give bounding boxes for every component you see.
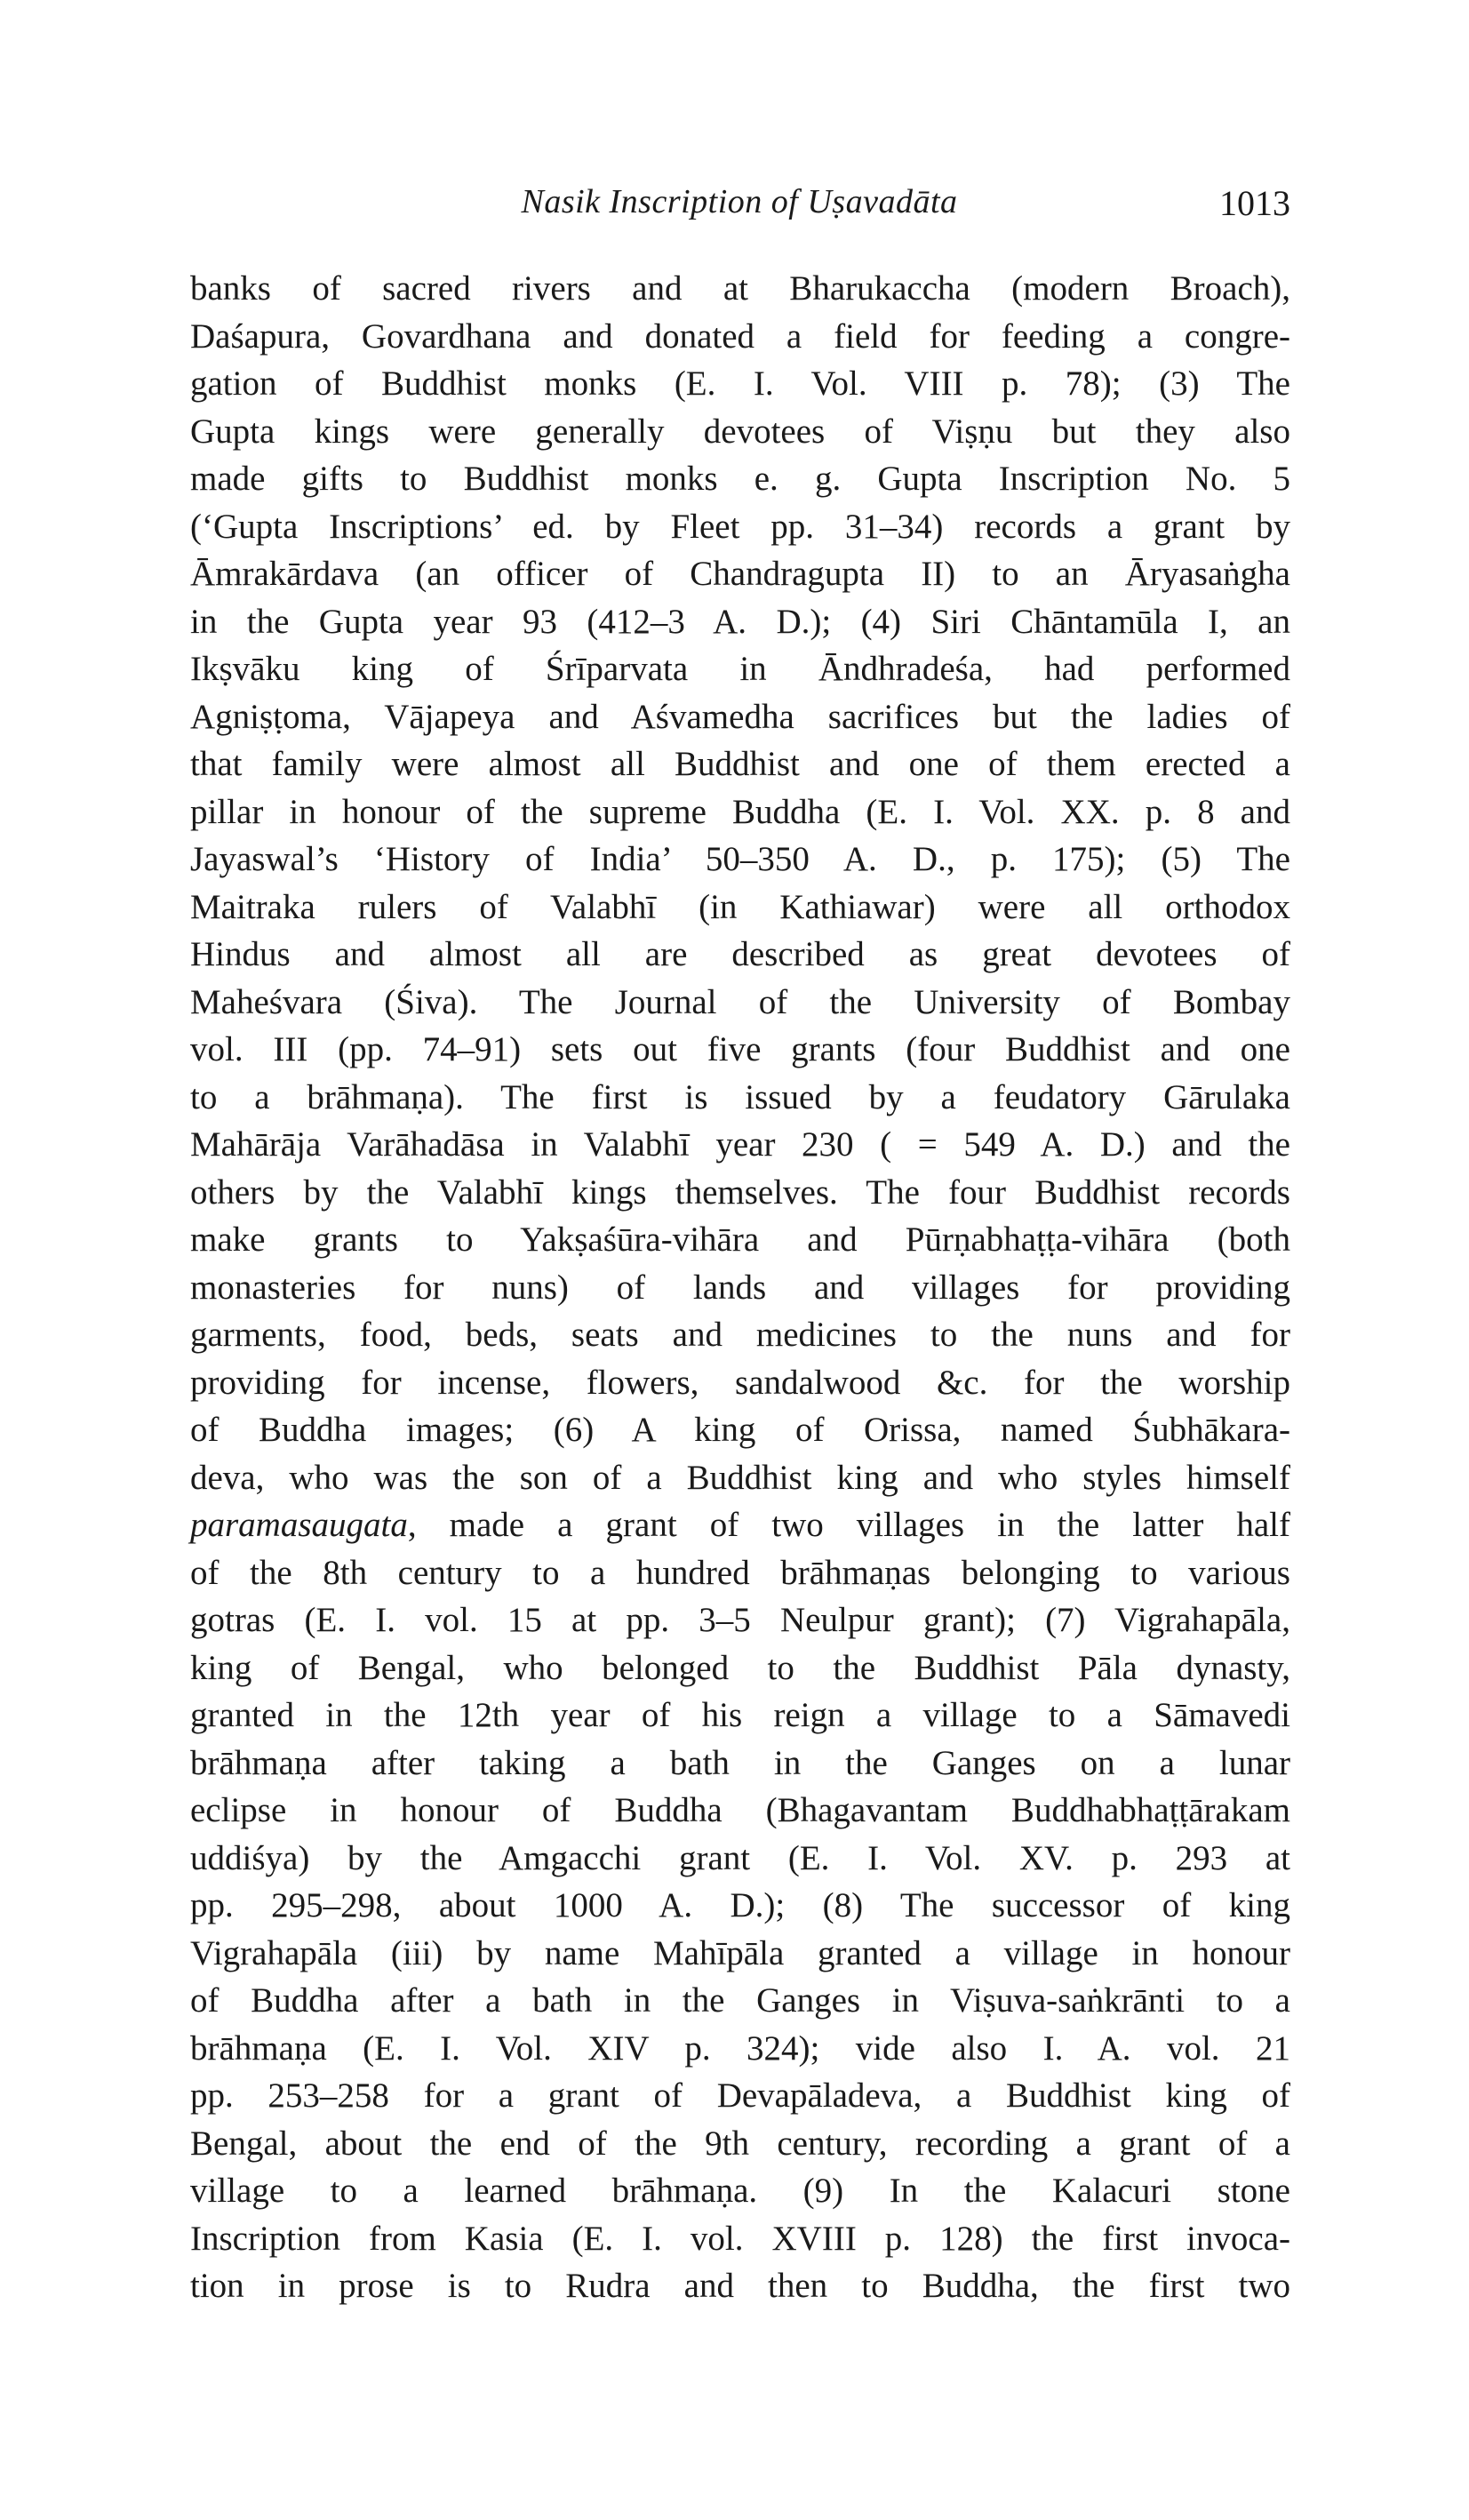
page-number: 1013 [1219, 183, 1290, 223]
text-line: Jayaswal’s ‘History of India’ 50–350 A. D., p. 175); (5) The [190, 840, 1290, 878]
text-line: others by the Valabhī kings themselves. The four Buddhist records [190, 1172, 1290, 1212]
text-line: uddiśya) by the Amgacchi grant (E. I. Vol. XV. p. 293 at [190, 1838, 1290, 1877]
text-line: Mahārāja Varāhadāsa in Valabhī year 230 ( = 549 A. D.) and the [190, 1125, 1290, 1164]
text-line: that family were almost all Buddhist and one of them erected a [190, 745, 1290, 783]
text-line: Āmrakārdava (an officer of Chandragupta II) to an Āryasaṅgha [190, 555, 1290, 593]
italic-term: paramasaugata [190, 1506, 408, 1544]
text-line: to a brāhmaṇa). The first is issued by a feudatory Gārulaka [190, 1077, 1290, 1116]
text-line: vol. III (pp. 74–91) sets out five grants (four Buddhist and one [190, 1030, 1290, 1068]
text-line: made gifts to Buddhist monks e. g. Gupta Inscription No. 5 [190, 460, 1290, 498]
text-line: of Buddha after a bath in the Ganges in Viṣuva-saṅkrānti to a [190, 1981, 1290, 2020]
text-line: make grants to Yakṣaśūra-vihāra and Pūrṇabhaṭṭa-vihāra (both [190, 1220, 1290, 1259]
text-line: brāhmaṇa (E. I. Vol. XIV p. 324); vide also I. A. vol. 21 [190, 2028, 1290, 2068]
text-line: (‘Gupta Inscriptions’ ed. by Fleet pp. 31–34) records a grant by [190, 507, 1290, 546]
text-line: deva, who was the son of a Buddhist king and who styles himself [190, 1458, 1290, 1497]
body-text [190, 265, 1290, 2310]
text-line: Agniṣṭoma, Vājapeya and Aśvamedha sacrifices but the ladies of [190, 697, 1290, 736]
italic-line-rest: , made a grant of two villages in the latter half [407, 1506, 1290, 1544]
text-line: of the 8th century to a hundred brāhmaṇas belonging to various [190, 1553, 1290, 1592]
text-line: Ikṣvāku king of Śrīparvata in Āndhradeśa, had performed [190, 650, 1290, 688]
text-line: eclipse in honour of Buddha (Bhagavantam Buddhabhaṭṭārakam [190, 1791, 1290, 1829]
text-line: Maheśvara (Śiva). The Journal of the University of Bombay [190, 982, 1290, 1021]
text-line: Hindus and almost all are described as great devotees of [190, 935, 1290, 973]
text-line: pp. 295–298, about 1000 A. D.); (8) The successor of king [190, 1886, 1290, 1924]
text-line: Vigrahapāla (iii) by name Mahīpāla granted a village in honour [190, 1933, 1290, 1972]
text-line: king of Bengal, who belonged to the Buddhist Pāla dynasty, [190, 1648, 1290, 1687]
text-line-with-italic [190, 1501, 1290, 1549]
running-title: Nasik Inscription of Uṣavadāta [521, 183, 958, 220]
text-line: in the Gupta year 93 (412–3 A. D.); (4) Siri Chāntamūla I, an [190, 602, 1290, 641]
text-line: brāhmaṇa after taking a bath in the Ganges on a lunar [190, 1743, 1290, 1782]
text-line: providing for incense, flowers, sandalwood &c. for the worship [190, 1363, 1290, 1402]
text-line: pillar in honour of the supreme Buddha (E. I. Vol. XX. p. 8 and [190, 792, 1290, 831]
text-line: gotras (E. I. vol. 15 at pp. 3–5 Neulpur grant); (7) Vigrahapāla, [190, 1601, 1290, 1639]
text-line: Gupta kings were generally devotees of Viṣṇu but they also [190, 412, 1290, 451]
text-line: Bengal, about the end of the 9th century, recording a grant of a [190, 2124, 1290, 2163]
running-head [188, 182, 1290, 236]
text-line: of Buddha images; (6) A king of Orissa, named Śubhākara- [190, 1411, 1290, 1449]
text-line: village to a learned brāhmaṇa. (9) In the Kalacuri stone [190, 2172, 1290, 2210]
text-line: pp. 253–258 for a grant of Devapāladeva, a Buddhist king of [190, 2076, 1290, 2115]
text-line: banks of sacred rivers and at Bharukaccha (modern Broach), [190, 269, 1290, 308]
text-line: granted in the 12th year of his reign a village to a Sāmavedi [190, 1696, 1290, 1734]
text-line: Daśapura, Govardhana and donated a field for feeding a congre- [190, 316, 1290, 356]
text-line: monasteries for nuns) of lands and villages for providing [190, 1268, 1290, 1307]
text-line: tion in prose is to Rudra and then to Buddha, the first two [190, 2267, 1290, 2305]
text-line: Maitraka rulers of Valabhī (in Kathiawar) were all orthodox [190, 887, 1290, 926]
text-line: gation of Buddhist monks (E. I. Vol. VIII p. 78); (3) The [190, 364, 1290, 403]
text-line: garments, food, beds, seats and medicines to the nuns and for [190, 1316, 1290, 1354]
text-line: Inscription from Kasia (E. I. vol. XVIII p. 128) the first invoca- [190, 2219, 1290, 2258]
